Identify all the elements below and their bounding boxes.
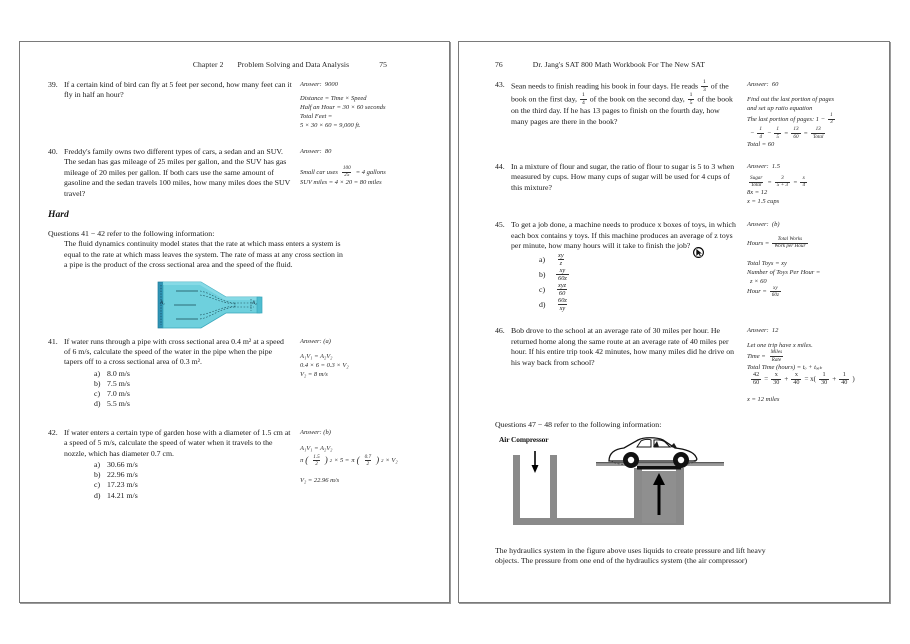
answer-column — [292, 428, 424, 485]
question-number: 45. — [495, 220, 505, 230]
fraction: $\frac{x}{4}$ — [802, 174, 806, 189]
figure-caption: The hydraulics system in the figure above uses liquids to create pressure and lift heavy objects. The pressure from one end of the hydraulics system (the air compressor) — [495, 545, 766, 566]
fraction: $\frac{42}{60}$ — [753, 370, 760, 387]
work-line: x = 1.5 cups — [747, 198, 780, 206]
question-text: Freddy's family owns two different types of cars, a sedan and an SUV. The sedan has gas mileage of 25 miles per gallon, and the SUV has gas mileage of 20 miles per gallon. If both cars use the same amount of gasoline and the sedan travels 100 miles, how many miles does the SUV travel? — [64, 147, 291, 198]
running-head-right — [469, 60, 879, 74]
question-text: If water enters a certain type of garden hose with a diameter of 1.5 cm at a speed of 5 m/s, calculate the speed of water when it travels to the nozzle, which has diameter 0.7 cm. — [64, 427, 291, 458]
question-text: In a mixture of flour and sugar, the ratio of flour to sugar is 5 to 3 when measured by cups. How many cups of sugar will be used for 4 cups of this mixture? — [511, 161, 735, 192]
question-46 — [469, 326, 879, 404]
choice-b[interactable]: b) 7.5 m/s — [94, 379, 130, 389]
fraction: $\frac{xy}{60z}$ — [558, 266, 567, 282]
question-group-intro-47-48 — [495, 420, 795, 430]
section-heading-hard: Hard — [48, 209, 69, 221]
fraction: $\frac{xy}{60z}$ — [771, 284, 779, 298]
work-line: SUV miles = 4 × 20 = 80 miles — [300, 179, 382, 187]
work-equation: − $\frac{1}{4}$ − $\frac{1}{5}$ = $\frac{13}{60}$ = $\frac{13}{\text{Total}}$ — [750, 126, 824, 140]
fraction: $\frac{60z}{xy}$ — [558, 296, 567, 312]
fraction: $\frac{\text{Miles}}{\text{Rate}}$ — [770, 349, 783, 363]
tapering-pipe-figure — [156, 279, 266, 331]
question-text: Sean needs to finish reading his book in four days. He reads $\frac{1}{3}$ of the book on the first day, $\frac{1}{4}$ of the book on the second day, $\frac{1}{5}$ of the book on the third day. If he has 13 pages to finish on the fourth day, how many pages are there in the book? — [511, 79, 733, 126]
work-equation: Time = $\frac{\text{Miles}}{\text{Rate}}$ — [747, 349, 783, 363]
work-line: z × 60 — [750, 277, 767, 285]
fraction: $\frac{xy}{z}$ — [558, 251, 564, 267]
question-43 — [469, 80, 879, 149]
question-number: 41. — [48, 336, 58, 346]
work-line — [300, 166, 424, 178]
choice-a[interactable]: a) $\frac{xy}{z}$ — [539, 251, 564, 267]
page-number-right: 76 — [495, 60, 503, 69]
fraction: $\frac{\text{Sugar}}{\text{Total}}$ — [750, 174, 763, 189]
answer-value: (a) — [323, 337, 331, 345]
fraction: $\frac{1}{5}$ — [776, 126, 779, 140]
answer-column — [739, 80, 861, 149]
work-equation: Hours = $\frac{\text{Total Works}}{\text{Work per Hour}}$ — [747, 236, 806, 250]
choice-d[interactable]: d) 14.21 m/s — [94, 490, 138, 500]
choice-a[interactable]: a) 8.0 m/s — [94, 368, 130, 378]
question-text: To get a job done, a machine needs to produce x boxes of toys, in which each box contains y toys. If this machine produces an average of z toys per minute, how many hours will it take to finish the job? — [511, 220, 736, 251]
choices-list — [495, 252, 739, 312]
choice-c[interactable]: c) $\frac{\text{xyz}}{60}$ — [539, 281, 567, 297]
work-line: A₁V₁ = A₂V₂ — [300, 444, 333, 452]
answer-label: Answer: — [747, 81, 769, 88]
question-number: 43. — [495, 80, 505, 89]
work-line: A₁V₁ = A₂V₂ — [300, 352, 333, 360]
group-intro-header: Questions 41 − 42 refer to the following information: — [48, 229, 215, 239]
answer-label: Answer: — [300, 81, 322, 88]
question-number: 46. — [495, 326, 505, 336]
page-number-left: 75 — [379, 60, 387, 69]
choice-c[interactable]: c) 17.23 m/s — [94, 480, 138, 490]
pipe-label-a2: A₂ — [252, 300, 257, 306]
fraction: $\frac{1}{30}$ — [821, 370, 828, 387]
work-equation: π ( $\frac{1.5}{2}$ ) 2 × 5 = π ( $\frac{0.7}{2}$ ) 2 × V₂ — [300, 453, 398, 467]
work-line: x = 12 miles — [747, 396, 780, 404]
fraction: $\frac{1}{40}$ — [841, 370, 848, 387]
answer-label: Answer: — [747, 162, 769, 170]
work-prefix: Small car uses — [300, 168, 338, 176]
hydraulics-figure — [491, 435, 726, 540]
fraction: $\frac{x}{40}$ — [793, 370, 800, 387]
fraction: $\frac{100}{25}$ — [342, 165, 351, 179]
question-40 — [30, 147, 439, 199]
work-equation: Hour = $\frac{xy}{60z}$ — [747, 284, 779, 298]
answer-label: Answer: — [300, 337, 322, 345]
fraction: $\frac{1}{5}$ — [689, 92, 693, 106]
choices-list — [48, 369, 292, 410]
choice-d[interactable]: d) $\frac{60z}{xy}$ — [539, 296, 567, 312]
work-line: Total = 60 — [747, 140, 775, 148]
answer-value: 12 — [771, 327, 779, 335]
choice-d[interactable]: d) 5.5 m/s — [94, 399, 130, 409]
question-42 — [30, 428, 439, 501]
question-number: 40. — [48, 147, 58, 156]
work-line: 0.4 × 6 = 0.3 × V₂ — [300, 361, 349, 369]
question-text: Bob drove to the school at an average rate of 30 miles per hour. He returned home along the same route at an average rate of 40 miles per hour. If his entire trip took 42 minutes, how many miles did he drive on his way back from school? — [511, 326, 735, 367]
fraction: $\frac{0.7}{2}$ — [364, 453, 372, 467]
answer-label: Answer: — [747, 327, 769, 335]
fraction: $\frac{1.5}{2}$ — [313, 453, 320, 467]
question-number: 39. — [48, 80, 58, 89]
work-line: Distance = Time × Speed — [300, 95, 367, 102]
question-number: 42. — [48, 427, 58, 437]
fraction: $\frac{x}{30}$ — [773, 370, 780, 387]
work-equation: $\frac{\text{Sugar}}{\text{Total}}$ = $\frac{3}{5 + 3}$ = $\frac{x}{4}$ — [750, 174, 806, 189]
fraction: $\frac{3}{5 + 3}$ — [776, 174, 789, 189]
work-line: V₂ = 22.96 m/s — [300, 477, 340, 485]
group-intro-body: The fluid dynamics continuity model states that the rate at which mass enters a system is equal to the rate at which mass leaves the system. The rate of mass at any cross section in a pipe is the product of the cross sectional area and the speed of the fluid. — [64, 239, 343, 270]
air-compressor-label: Air Compressor — [499, 434, 549, 444]
answer-column — [292, 337, 424, 379]
fraction: $\frac{13}{\text{Total}}$ — [812, 126, 824, 140]
running-head-left — [30, 60, 439, 74]
choice-a[interactable]: a) 30.66 m/s — [94, 459, 138, 469]
question-group-intro-41-42 — [48, 229, 348, 271]
choice-b[interactable]: b) $\frac{xy}{60z}$ — [539, 266, 567, 282]
answer-column — [739, 162, 861, 206]
work-line: Total Time (hours) = tₒ + tₒₑₖ — [747, 363, 823, 371]
fraction: $\frac{\text{Total Works}}{\text{Work per Hour}}$ — [774, 236, 806, 250]
fraction: $\frac{1}{3}$ — [703, 79, 706, 93]
hydraulics-diagram-svg — [491, 435, 726, 540]
group-intro-header: Questions 47 − 48 refer to the following information: — [495, 420, 662, 430]
pipe-label-a1: A₁ — [160, 300, 165, 306]
fraction: $\frac{1}{4}$ — [581, 92, 585, 106]
answer-value: (b) — [323, 428, 331, 436]
answer-label: Answer: — [300, 148, 322, 155]
work-line: Total Feet = — [300, 113, 333, 120]
header-title: Dr. Jang's SAT 800 Math Workbook For The New SAT — [532, 60, 705, 69]
work-line: Find out the last portion of pages — [747, 96, 835, 103]
work-suffix: = 4 gallons — [355, 168, 386, 176]
fraction: $\frac{\text{xyz}}{60}$ — [558, 281, 567, 297]
question-45 — [469, 220, 879, 312]
page-left — [19, 41, 450, 603]
fraction: $\frac{13}{60}$ — [793, 126, 799, 140]
question-text: If a certain kind of bird can fly at 5 feet per second, how many feet can it fly in half an hour? — [64, 80, 292, 100]
answer-value: 9000 — [324, 81, 338, 88]
work-equation: $\frac{42}{60}$ = $\frac{x}{30}$ + $\frac{x}{40}$ = x( $\frac{1}{30}$ + $\frac{1}{40}$ ) — [753, 370, 855, 387]
answer-value: 80 — [324, 148, 332, 155]
question-44 — [469, 162, 879, 206]
answer-label: Answer: — [747, 221, 769, 229]
fraction: $\frac{1}{4}$ — [759, 126, 762, 140]
question-41 — [30, 337, 439, 410]
answer-value: 60 — [771, 81, 779, 88]
answer-column — [292, 147, 424, 187]
question-39 — [30, 80, 439, 130]
work-line: Let one trip have x miles. — [747, 342, 813, 350]
answer-column — [739, 326, 861, 404]
work-line: 8x = 12 — [747, 189, 768, 197]
question-text: If water runs through a pipe with cross sectional area 0.4 m² at a speed of 6 m/s, calculate the speed of the water in the pipe when the pipe tapers off to a cross sectional area of 0.3 m². — [64, 336, 284, 367]
fraction: $\frac{1}{3}$ — [830, 112, 833, 126]
answer-column — [739, 220, 861, 298]
work-line: 5 × 30 × 60 = 9,000 ft. — [300, 122, 361, 129]
work-line: The last portion of pages: 1 − $\frac{1}{3}$ — [747, 112, 833, 126]
choice-b[interactable]: b) 22.96 m/s — [94, 470, 138, 480]
page-right — [458, 41, 890, 603]
work-line: Number of Toys Per Hour = — [747, 268, 821, 276]
choices-list — [48, 460, 292, 501]
answer-label: Answer: — [300, 428, 322, 436]
pipe-diagram-svg — [156, 279, 266, 331]
work-line: Total Toys = xy — [747, 259, 787, 267]
work-line: and set up ratio equation — [747, 105, 813, 112]
work-line: V₂ = 8 m/s — [300, 370, 328, 378]
answer-value: 1.5 — [771, 162, 781, 170]
header-chapter: Chapter 2 — [192, 60, 224, 69]
answer-value: (b) — [771, 221, 780, 229]
choice-c[interactable]: c) 7.0 m/s — [94, 389, 130, 399]
work-line: Half an Hour = 30 × 60 seconds — [300, 104, 386, 111]
answer-column — [292, 80, 424, 130]
question-number: 44. — [495, 161, 505, 171]
header-title: Problem Solving and Data Analysis — [237, 60, 350, 69]
